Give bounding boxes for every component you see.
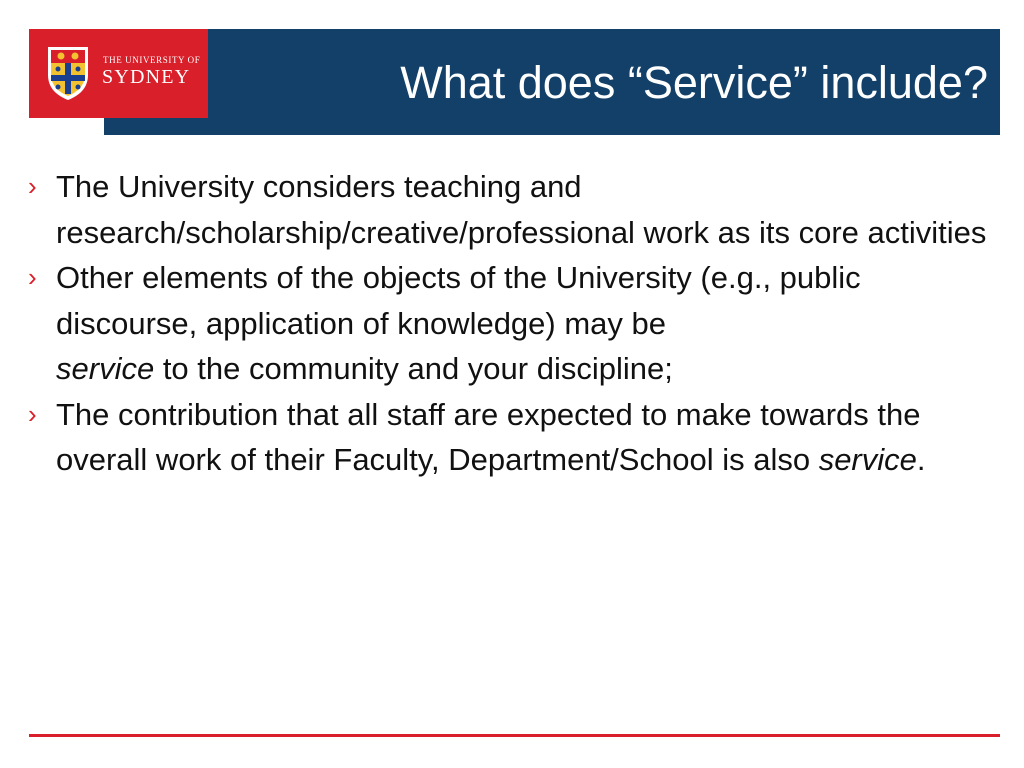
bullet-item	[28, 392, 988, 483]
bullet-text: The University considers teaching and research/scholarship/creative/professional work as its core activities	[56, 169, 987, 250]
bullet-text-after: .	[916, 442, 926, 477]
university-logo	[29, 29, 208, 118]
footer-divider	[29, 734, 1000, 737]
slide-title: What does “Service” include?	[400, 57, 988, 108]
logo-line-small: THE UNIVERSITY OF	[103, 55, 201, 65]
logo-line-big: SYDNEY	[102, 66, 191, 88]
bullet-text-after: to the community and your discipline;	[154, 351, 673, 386]
bullet-text: Other elements of the objects of the University (e.g., public discourse, application of knowledge) may be	[56, 260, 861, 341]
bullet-text: The contribution that all staff are expected to make towards the overall work of their Faculty, Department/School is also	[56, 396, 921, 477]
emphasis-service: service	[818, 442, 917, 477]
bullet-marker-icon: ›	[28, 262, 37, 292]
bullet-marker-icon: ›	[28, 171, 37, 201]
crest-icon	[46, 45, 90, 101]
bullet-item	[28, 164, 988, 255]
bullet-marker-icon: ›	[28, 398, 37, 429]
bullet-item	[28, 255, 988, 392]
emphasis-service: service	[56, 351, 155, 386]
bullet-list	[28, 164, 988, 483]
